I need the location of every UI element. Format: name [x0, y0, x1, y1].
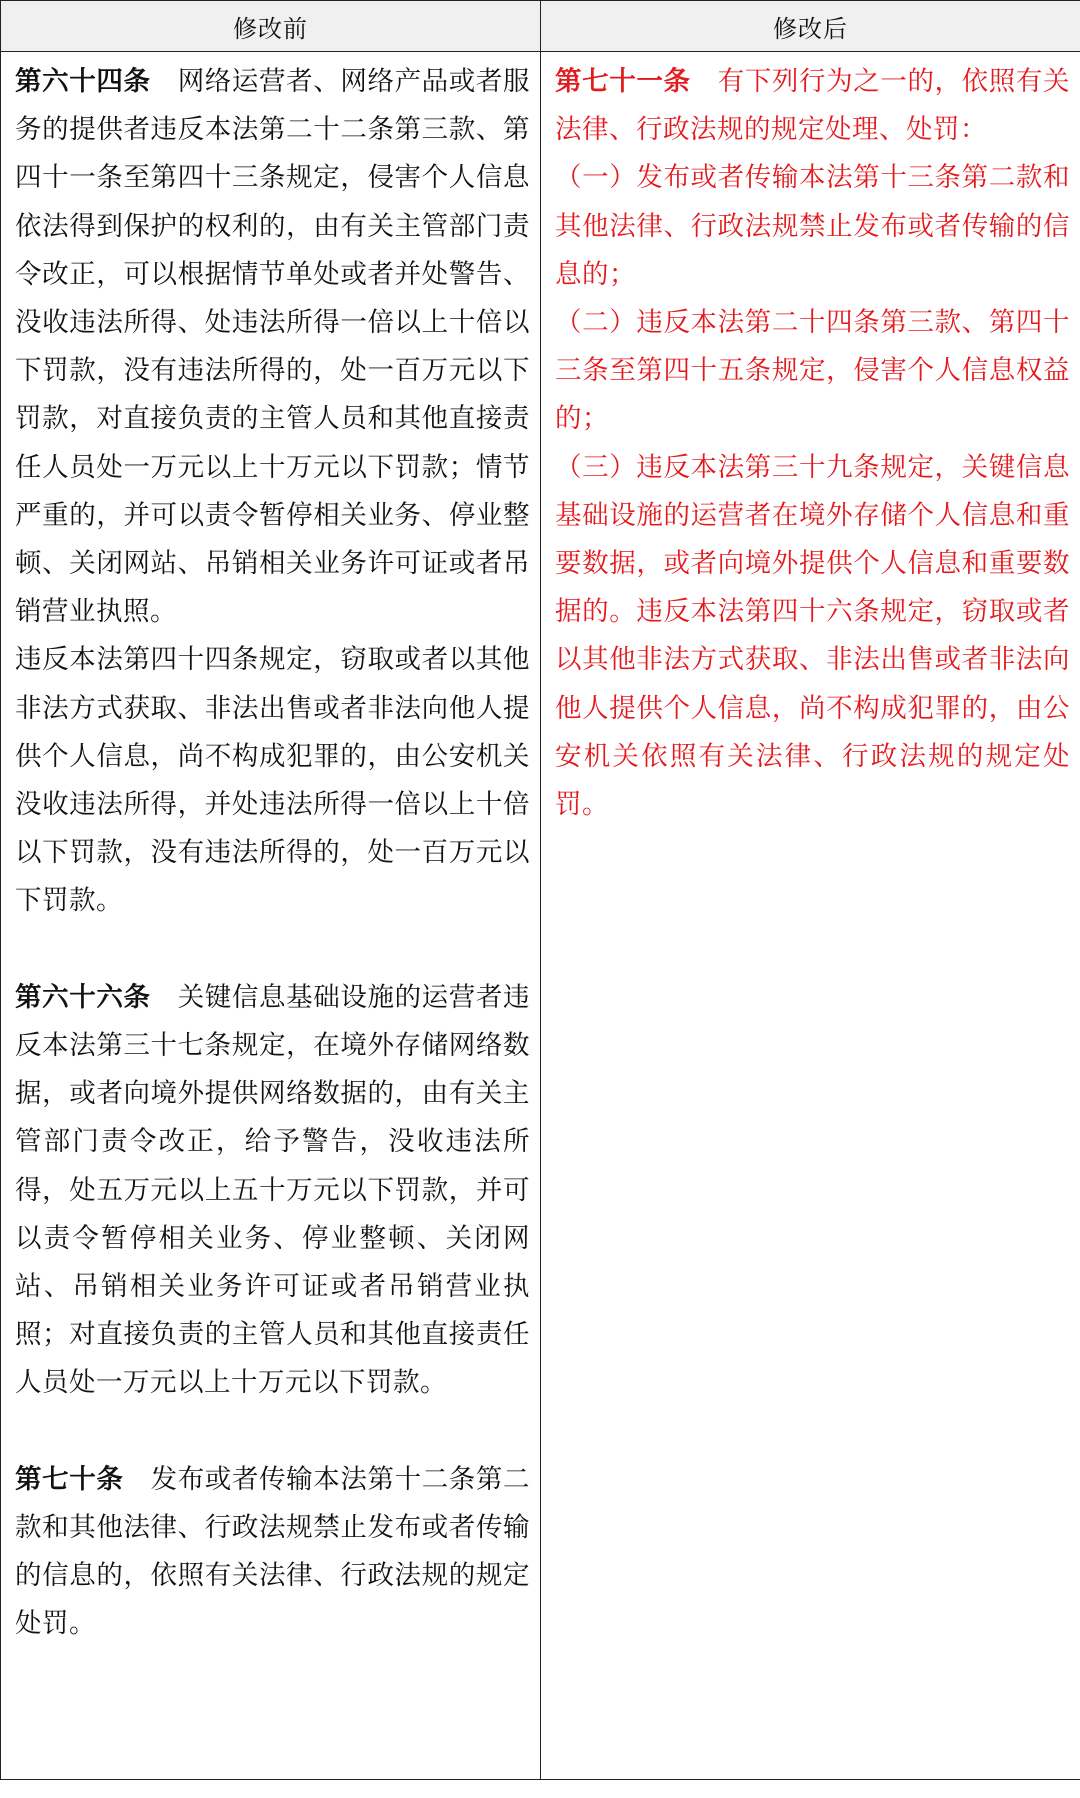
- article-64-body: 网络运营者、网络产品或者服务的提供者违反本法第二十二条第三款、第四十一条至第四十三条规定，侵害个人信息依法得到保护的权利的，由有关主管部门责令改正，可以根据情节单处或者并处警告、没收违法所得、处违法所得一倍以上十倍以下罚款，没有违法所得的，处一百万元以下罚款，对直接负责的主管人员和其他直接责任人员处一万元以上十万元以下罚款；情节严重的，并可以责令暂停相关业务、停业整顿、关闭网站、吊销相关业务许可证或者吊销营业执照。: [15, 66, 531, 628]
- content-row: [1, 52, 1080, 1780]
- article-66-heading: 第六十六条: [15, 981, 151, 1013]
- spacer: [15, 926, 530, 974]
- after-cell: [541, 52, 1080, 1780]
- article-71-heading: 第七十一条: [555, 66, 691, 97]
- header-before: 修改前: [1, 1, 541, 52]
- before-cell: [1, 52, 541, 1780]
- article-64-heading: 第六十四条: [15, 66, 151, 97]
- article-64-paragraph-2: 违反本法第四十四条规定，窃取或者以其他非法方式获取、非法出售或者非法向他人提供个人信息，尚不构成犯罪的，由公安机关没收违法所得，并处违法所得一倍以上十倍以下罚款，没有违法所得的，处一百万元以下罚款。: [15, 644, 530, 917]
- article-66-body: 关键信息基础设施的运营者违反本法第三十七条规定，在境外存储网络数据，或者向境外提供网络数据的，由有关主管部门责令改正，给予警告，没收违法所得，处五万元以上五十万元以下罚款，并可以责令暂停相关业务、停业整顿、关闭网站、吊销相关业务许可证或者吊销营业执照；对直接负责的主管人员和其他直接责任人员处一万元以上十万元以下罚款。: [15, 981, 531, 1399]
- article-71-body: 有下列行为之一的，依照有关法律、行政法规的规定处理、处罚：: [555, 66, 1071, 146]
- article-71-item-3: （三）违反本法第三十九条规定，关键信息基础设施的运营者在境外存储个人信息和重要数据，或者向境外提供个人信息和重要数据的。违反本法第四十六条规定，窃取或者以其他非法方式获取、非法出售或者非法向他人提供个人信息，尚不构成犯罪的，由公安机关依照有关法律、行政法规的规定处罚。: [555, 451, 1070, 821]
- header-after: 修改后: [541, 1, 1080, 52]
- spacer: [15, 1408, 530, 1456]
- article-71: [555, 58, 1070, 154]
- article-70-body: 发布或者传输本法第十二条第二款和其他法律、行政法规禁止发布或者传输的信息的，依照有关法律、行政法规的规定处罚。: [15, 1463, 531, 1640]
- article-64: [15, 58, 530, 636]
- article-70-heading: 第七十条: [15, 1463, 124, 1495]
- article-66: [15, 974, 530, 1408]
- article-71-item-1: （一）发布或者传输本法第十三条第二款和其他法律、行政法规禁止发布或者传输的信息的；: [555, 162, 1070, 290]
- article-71-item-2: （二）违反本法第二十四条第三款、第四十三条至第四十五条规定，侵害个人信息权益的；: [555, 307, 1070, 435]
- header-row: [1, 1, 1080, 52]
- article-70: [15, 1456, 530, 1649]
